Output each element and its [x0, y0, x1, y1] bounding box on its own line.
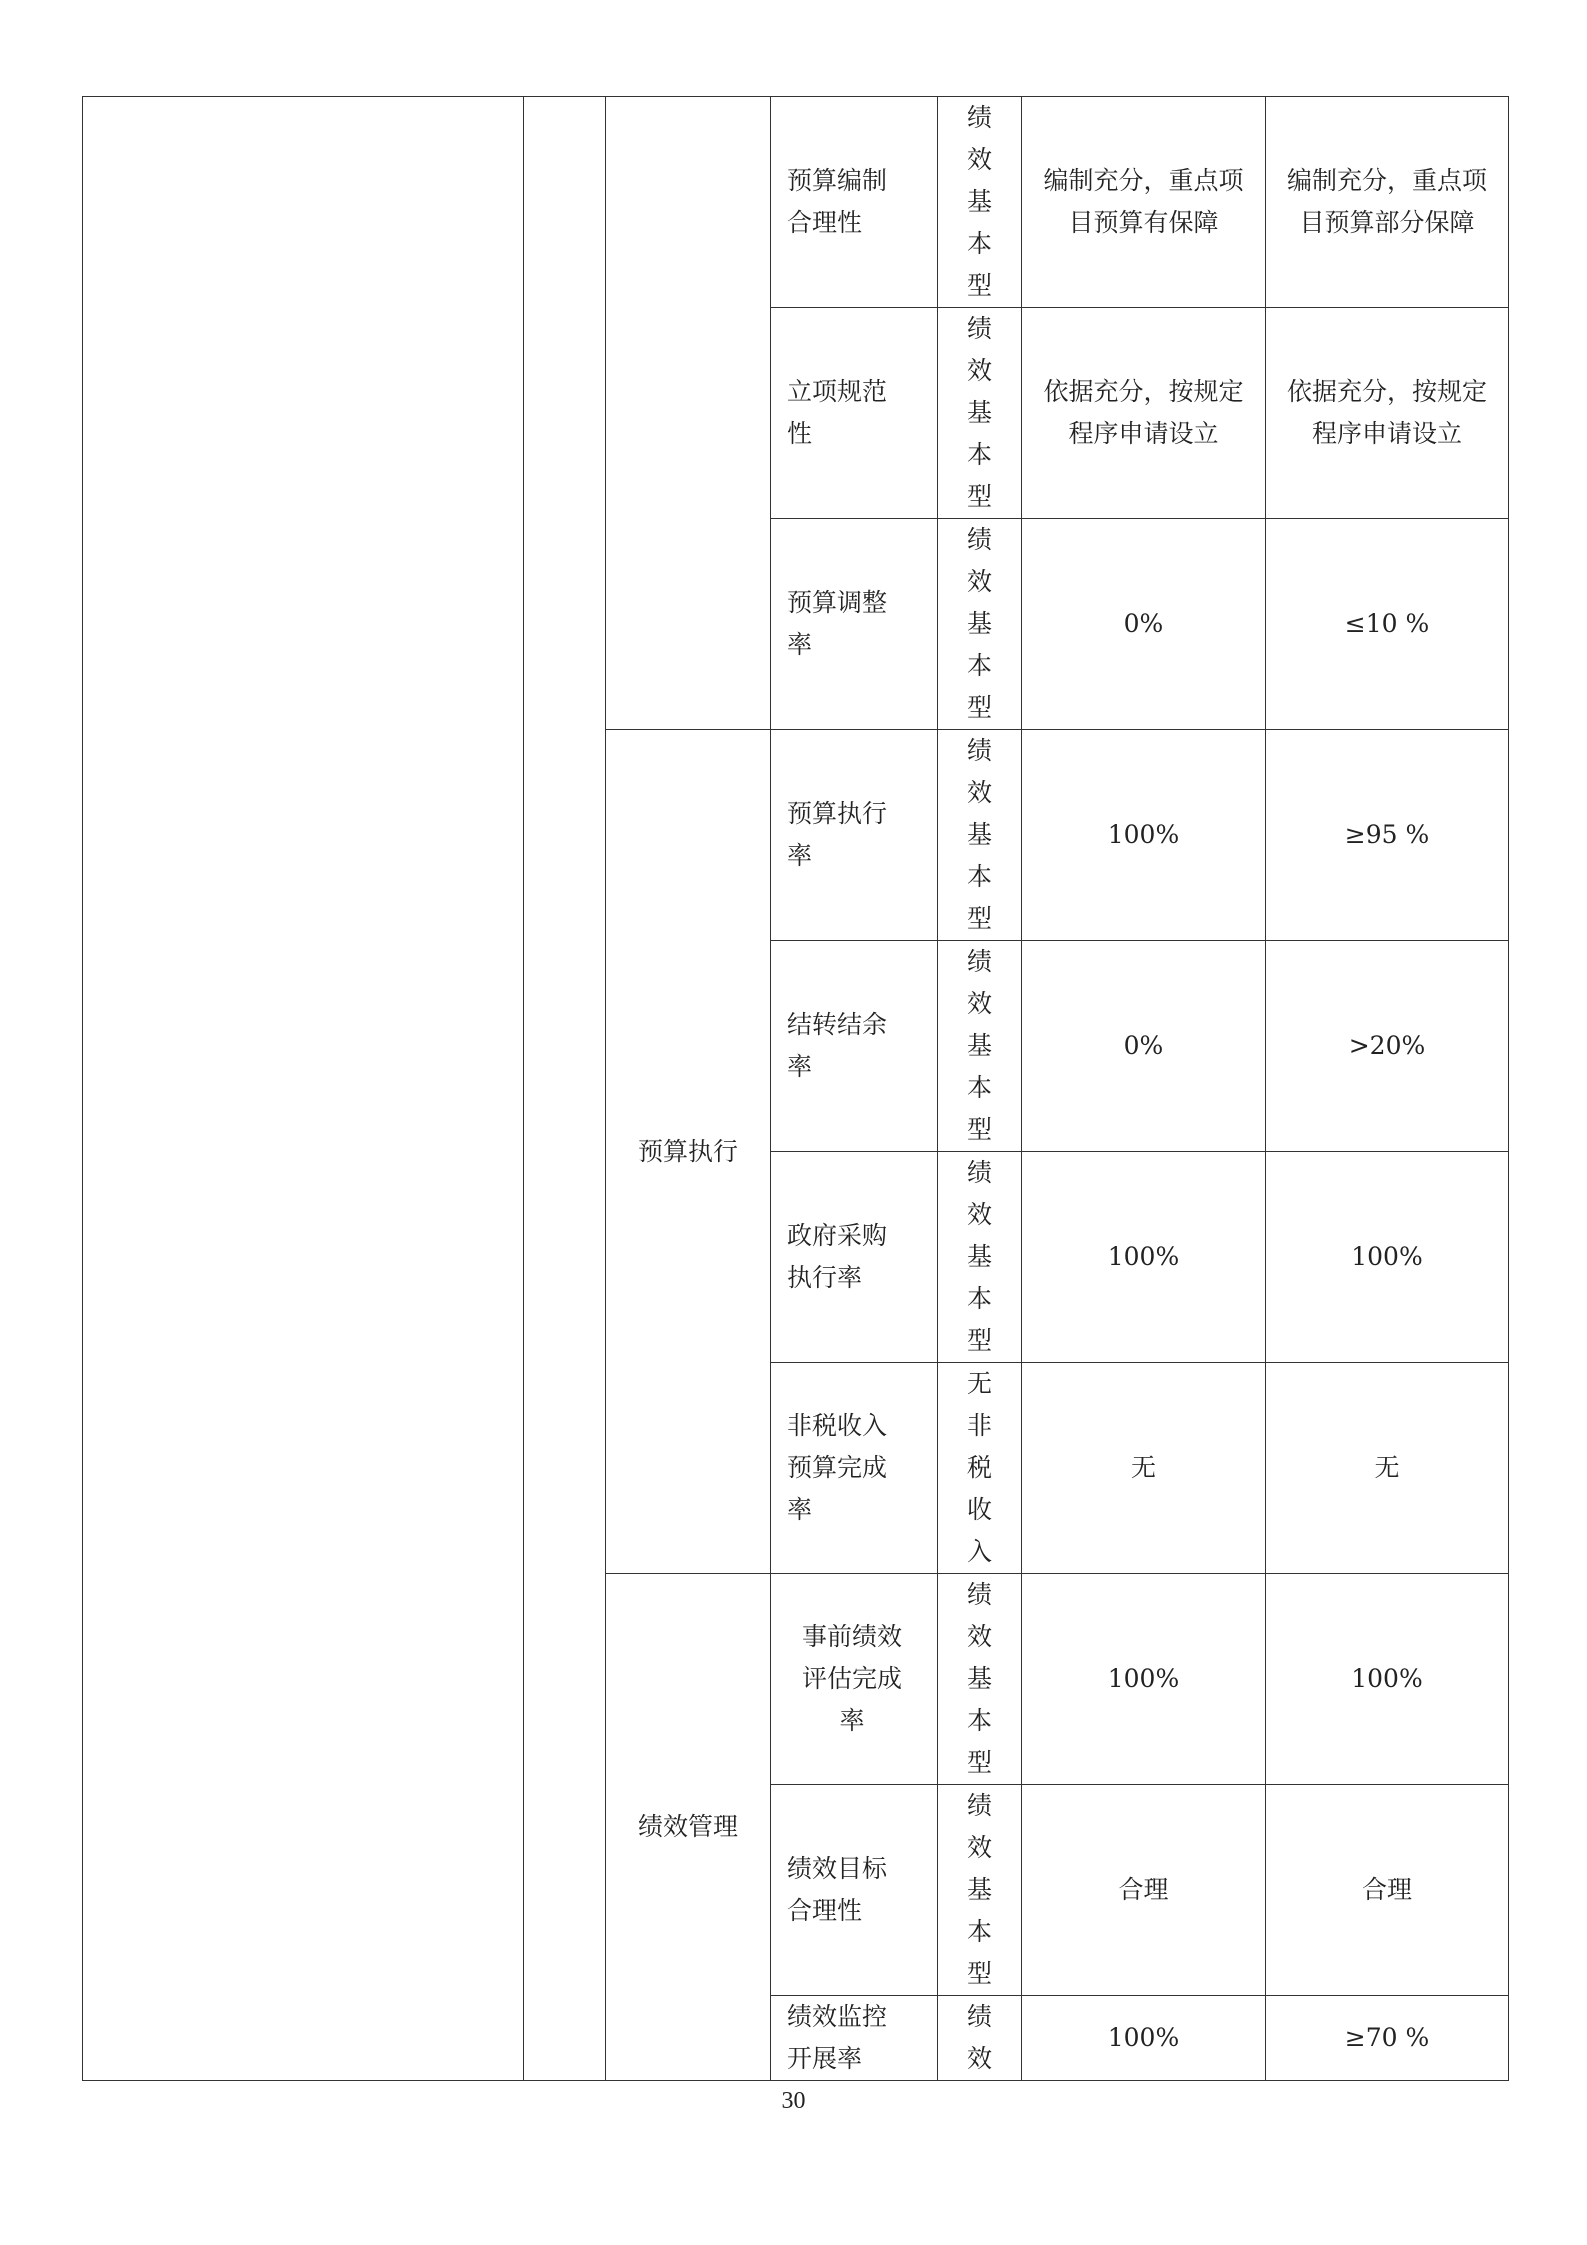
- target-value-cell: 100%: [1022, 1152, 1266, 1363]
- indicator-cell: [771, 97, 938, 308]
- indicator-line: 预算完成: [787, 1453, 888, 1482]
- type-char: 绩: [966, 314, 992, 343]
- indicator-cell: [771, 1363, 938, 1574]
- type-cell: [938, 1152, 1022, 1363]
- type-char: 效: [966, 145, 992, 174]
- indicator-cell: [771, 941, 938, 1152]
- indicator-line: 率: [787, 841, 813, 870]
- actual-value-cell: 无: [1266, 1363, 1509, 1574]
- indicator-line: 非税收入: [787, 1411, 888, 1440]
- type-char: 绩: [966, 2002, 992, 2031]
- target-value-cell: 100%: [1022, 1996, 1266, 2081]
- type-char: 型: [966, 1959, 992, 1988]
- type-cell: [938, 941, 1022, 1152]
- type-char: 型: [966, 1115, 992, 1144]
- indicator-line: 绩效目标: [787, 1854, 888, 1883]
- indicator-cell: [771, 1152, 938, 1363]
- type-char: 效: [966, 989, 992, 1018]
- type-char: 本: [966, 1284, 992, 1313]
- indicator-cell: [771, 1785, 938, 1996]
- type-char: 绩: [966, 1580, 992, 1609]
- actual-value-cell: ≥95 %: [1266, 730, 1509, 941]
- type-char: 本: [966, 1917, 992, 1946]
- indicator-line: 性: [787, 419, 813, 448]
- type-char: 本: [966, 229, 992, 258]
- type-cell: [938, 97, 1022, 308]
- type-char: 型: [966, 904, 992, 933]
- subcategory-management: 绩效管理: [606, 1574, 771, 2081]
- type-char: 型: [966, 1748, 992, 1777]
- type-char: 绩: [966, 947, 992, 976]
- type-cell: [938, 1574, 1022, 1785]
- indicator-line: 执行率: [787, 1263, 863, 1292]
- type-char: 本: [966, 1706, 992, 1735]
- type-char: 基: [966, 609, 992, 638]
- type-char: 型: [966, 693, 992, 722]
- type-cell: [938, 730, 1022, 941]
- indicator-line: 率: [787, 1495, 813, 1524]
- type-char: 税: [966, 1453, 992, 1482]
- type-char: 效: [966, 1833, 992, 1862]
- indicator-line: 绩效监控: [787, 2002, 888, 2031]
- indicator-cell: [771, 519, 938, 730]
- type-char: 效: [966, 2044, 992, 2073]
- indicator-line: 结转结余: [787, 1010, 888, 1039]
- indicator-line: 预算执行: [787, 799, 888, 828]
- type-char: 绩: [966, 736, 992, 765]
- type-char: 本: [966, 862, 992, 891]
- target-value-cell: 100%: [1022, 1574, 1266, 1785]
- subcategory-execution: 预算执行: [606, 730, 771, 1574]
- type-char: 效: [966, 1200, 992, 1229]
- type-cell: [938, 519, 1022, 730]
- type-char: 效: [966, 778, 992, 807]
- target-value-cell: 100%: [1022, 730, 1266, 941]
- actual-value-cell: 100%: [1266, 1574, 1509, 1785]
- type-char: 基: [966, 187, 992, 216]
- target-value-cell: 合理: [1022, 1785, 1266, 1996]
- indicator-table: [82, 96, 1509, 2081]
- target-value-cell: 0%: [1022, 941, 1266, 1152]
- type-char: 型: [966, 1326, 992, 1355]
- indicator-line: 合理性: [787, 1896, 863, 1925]
- actual-value-cell: 合理: [1266, 1785, 1509, 1996]
- indicator-cell: [771, 730, 938, 941]
- type-char: 绩: [966, 103, 992, 132]
- type-cell: [938, 1996, 1022, 2081]
- actual-value-cell: >20%: [1266, 941, 1509, 1152]
- type-char: 效: [966, 1622, 992, 1651]
- blank-cell-left: [83, 97, 524, 2081]
- indicator-line: 合理性: [787, 208, 863, 237]
- target-value-cell: 无: [1022, 1363, 1266, 1574]
- indicator-line: 预算编制: [787, 166, 888, 195]
- type-char: 本: [966, 440, 992, 469]
- indicator-line: 预算调整: [787, 588, 888, 617]
- type-char: 基: [966, 398, 992, 427]
- indicator-line: 率: [787, 1052, 813, 1081]
- type-char: 本: [966, 1073, 992, 1102]
- type-char: 无: [966, 1369, 992, 1398]
- type-cell: [938, 1363, 1022, 1574]
- indicator-cell: [771, 308, 938, 519]
- type-char: 基: [966, 1031, 992, 1060]
- type-char: 型: [966, 271, 992, 300]
- type-char: 基: [966, 1242, 992, 1271]
- indicator-line: 率: [839, 1706, 865, 1735]
- type-cell: [938, 308, 1022, 519]
- indicator-line: 率: [787, 630, 813, 659]
- target-value-cell: 编制充分，重点项目预算有保障: [1022, 97, 1266, 308]
- blank-cell-subcategory: [606, 97, 771, 730]
- type-char: 基: [966, 1664, 992, 1693]
- indicator-line: 事前绩效: [801, 1622, 902, 1651]
- type-char: 收: [966, 1495, 992, 1524]
- indicator-line: 评估完成: [801, 1664, 902, 1693]
- type-char: 效: [966, 356, 992, 385]
- target-value-cell: 依据充分，按规定程序申请设立: [1022, 308, 1266, 519]
- actual-value-cell: 100%: [1266, 1152, 1509, 1363]
- type-char: 绩: [966, 1158, 992, 1187]
- table-row: [83, 97, 1509, 308]
- actual-value-cell: ≥70 %: [1266, 1996, 1509, 2081]
- type-char: 效: [966, 567, 992, 596]
- indicator-cell: [771, 1574, 938, 1785]
- type-char: 基: [966, 820, 992, 849]
- indicator-line: 开展率: [787, 2044, 863, 2073]
- type-char: 非: [966, 1411, 992, 1440]
- blank-cell-narrow: [524, 97, 606, 2081]
- type-char: 型: [966, 482, 992, 511]
- type-char: 本: [966, 651, 992, 680]
- type-char: 基: [966, 1875, 992, 1904]
- type-char: 绩: [966, 1791, 992, 1820]
- target-value-cell: 0%: [1022, 519, 1266, 730]
- indicator-cell: [771, 1996, 938, 2081]
- type-char: 绩: [966, 525, 992, 554]
- type-cell: [938, 1785, 1022, 1996]
- actual-value-cell: 编制充分，重点项目预算部分保障: [1266, 97, 1509, 308]
- page-number: 30: [781, 2088, 806, 2114]
- type-char: 入: [966, 1537, 992, 1566]
- actual-value-cell: ≤10 %: [1266, 519, 1509, 730]
- indicator-line: 立项规范: [787, 377, 888, 406]
- actual-value-cell: 依据充分，按规定程序申请设立: [1266, 308, 1509, 519]
- indicator-line: 政府采购: [787, 1221, 888, 1250]
